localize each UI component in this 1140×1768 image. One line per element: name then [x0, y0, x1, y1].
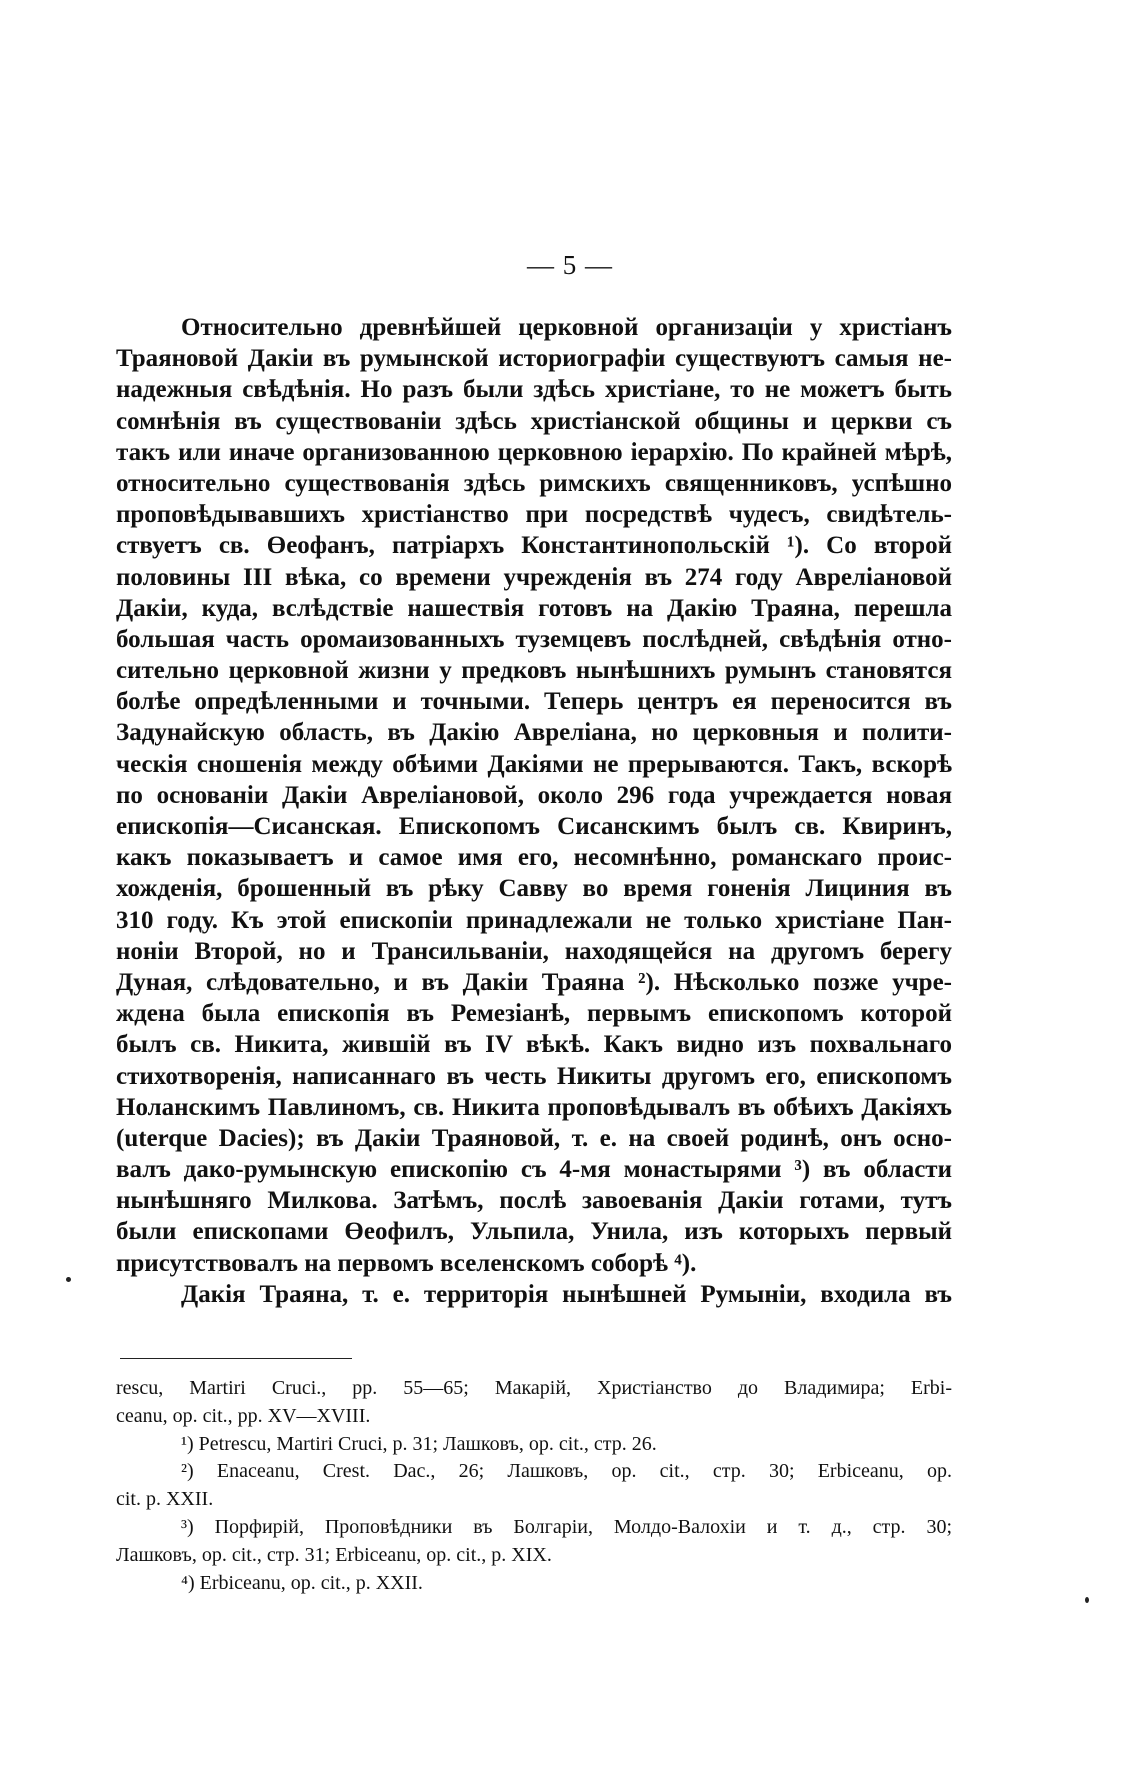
text-line: присутствовалъ на первомъ вселенскомъ соборѣ ⁴).: [116, 1249, 697, 1277]
ink-speck: [1085, 1597, 1089, 1603]
text-line: Дакія Траяна, т. е. территорія нынѣшней Румыніи, входила въ: [181, 1280, 952, 1308]
text-line: хожденія, брошенный въ рѣку Савву во время гоненія Лициния въ: [116, 875, 952, 903]
text-line: болѣе опредѣленными и точными. Теперь центръ ея переносится въ: [116, 688, 952, 716]
footnote-line: Лашковъ, op. cit., стр. 31; Erbiceanu, op. cit., p. XIX.: [116, 1543, 552, 1566]
text-line: ноніи Второй, но и Трансильваніи, находящейся на другомъ берегу: [116, 937, 952, 965]
text-line: ждена была епископія въ Ремезіанѣ, первымъ епископомъ которой: [116, 1000, 952, 1028]
footnote-line: ⁴) Erbiceanu, op. cit., p. XXII.: [181, 1571, 423, 1594]
footnote-divider: [120, 1358, 352, 1359]
text-line: сительно церковной жизни у предковъ нынѣшнихъ румынъ становятся: [116, 657, 952, 685]
footnotes: [116, 1375, 952, 1597]
text-line: половины III вѣка, со времени учрежденія въ 274 году Авреліановой: [116, 563, 952, 591]
ink-speck: [66, 1277, 71, 1282]
text-line: какъ показываетъ и самое имя его, несомнѣнно, романскаго проис-: [116, 844, 952, 872]
page-number: — 5 —: [527, 250, 613, 280]
text-line: большая часть оромаизованныхъ туземцевъ послѣдней, свѣдѣнія отно-: [116, 625, 952, 653]
text-line: (uterque Dacies); въ Дакіи Траяновой, т. е. на своей родинѣ, онъ осно-: [116, 1124, 952, 1152]
text-line: были епископами Өеофилъ, Ульпила, Унила, изъ которыхъ первый: [116, 1218, 952, 1246]
text-line: надежныя свѣдѣнія. Но разъ были здѣсь христіане, то не можетъ быть: [116, 376, 952, 404]
text-line: былъ св. Никита, жившій въ IV вѣкѣ. Какъ видно изъ похвальнаго: [116, 1031, 952, 1059]
text-line: ствуетъ св. Өеофанъ, патріархъ Константинопольскій ¹). Со второй: [116, 532, 952, 560]
text-line: сомнѣнія въ существованіи здѣсь христіанской общины и церкви съ: [116, 407, 952, 435]
footnote-line: rescu, Martiri Cruci., pp. 55—65; Макарій, Христіанство до Владимира; Erbi-: [116, 1377, 952, 1399]
text-line: Дакіи, куда, вслѣдствіе нашествія готовъ на Дакію Траяна, перешла: [116, 594, 952, 622]
text-line: Дуная, слѣдовательно, и въ Дакіи Траяна ²). Нѣсколько позже учре-: [116, 968, 952, 996]
text-line: ческія сношенія между обѣими Дакіями не прерываются. Такъ, вскорѣ: [116, 750, 952, 778]
text-line: Относительно древнѣйшей церковной организаціи у христіанъ: [181, 314, 952, 341]
footnote-line: ¹) Petrescu, Martiri Cruci, p. 31; Лашковъ, op. cit., стр. 26.: [181, 1432, 657, 1455]
text-line: Задунайскую область, въ Дакію Авреліана, но церковныя и полити-: [116, 719, 952, 747]
text-line: епископія—Сисанская. Епископомъ Сисанскимъ былъ св. Квиринъ,: [116, 813, 952, 840]
footnote-line: cit. p. XXII.: [116, 1488, 214, 1511]
text-line: Ноланскимъ Павлиномъ, св. Никита проповѣдывалъ въ обѣихъ Дакіяхъ: [116, 1093, 952, 1121]
text-line: по основаніи Дакіи Авреліановой, около 296 года учреждается новая: [116, 781, 952, 809]
text-line: проповѣдывавшихъ христіанство при посредствѣ чудесъ, свидѣтель-: [116, 501, 952, 529]
text-line: относительно существованія здѣсь римскихъ священниковъ, успѣшно: [116, 469, 952, 497]
text-line: нынѣшняго Милкова. Затѣмъ, послѣ завоеванія Дакіи готами, тутъ: [116, 1187, 952, 1215]
text-line: Траяновой Дакіи въ румынской историографіи существуютъ самыя не-: [116, 345, 952, 373]
footnote-line: ³) Порфирій, Проповѣдники въ Болгаріи, Молдо-Валохіи и т. д., стр. 30;: [181, 1515, 952, 1538]
main-text: [116, 312, 952, 1310]
text-line: такъ или иначе организованною церковною іерархію. По крайней мѣрѣ,: [116, 438, 952, 466]
text-line: 310 году. Къ этой епископіи принадлежали не только христіане Пан-: [116, 906, 952, 934]
text-line: валъ дако-румынскую епископію съ 4-мя монастырями ³) въ области: [116, 1156, 952, 1184]
footnote-line: ²) Enaceanu, Crest. Dac., 26; Лашковъ, op. cit., стр. 30; Erbiceanu, op.: [181, 1460, 952, 1483]
footnote-line: ceanu, op. cit., pp. XV—XVIII.: [116, 1404, 371, 1427]
text-line: стихотворенія, написаннаго въ честь Никиты другомъ его, епископомъ: [116, 1062, 952, 1090]
